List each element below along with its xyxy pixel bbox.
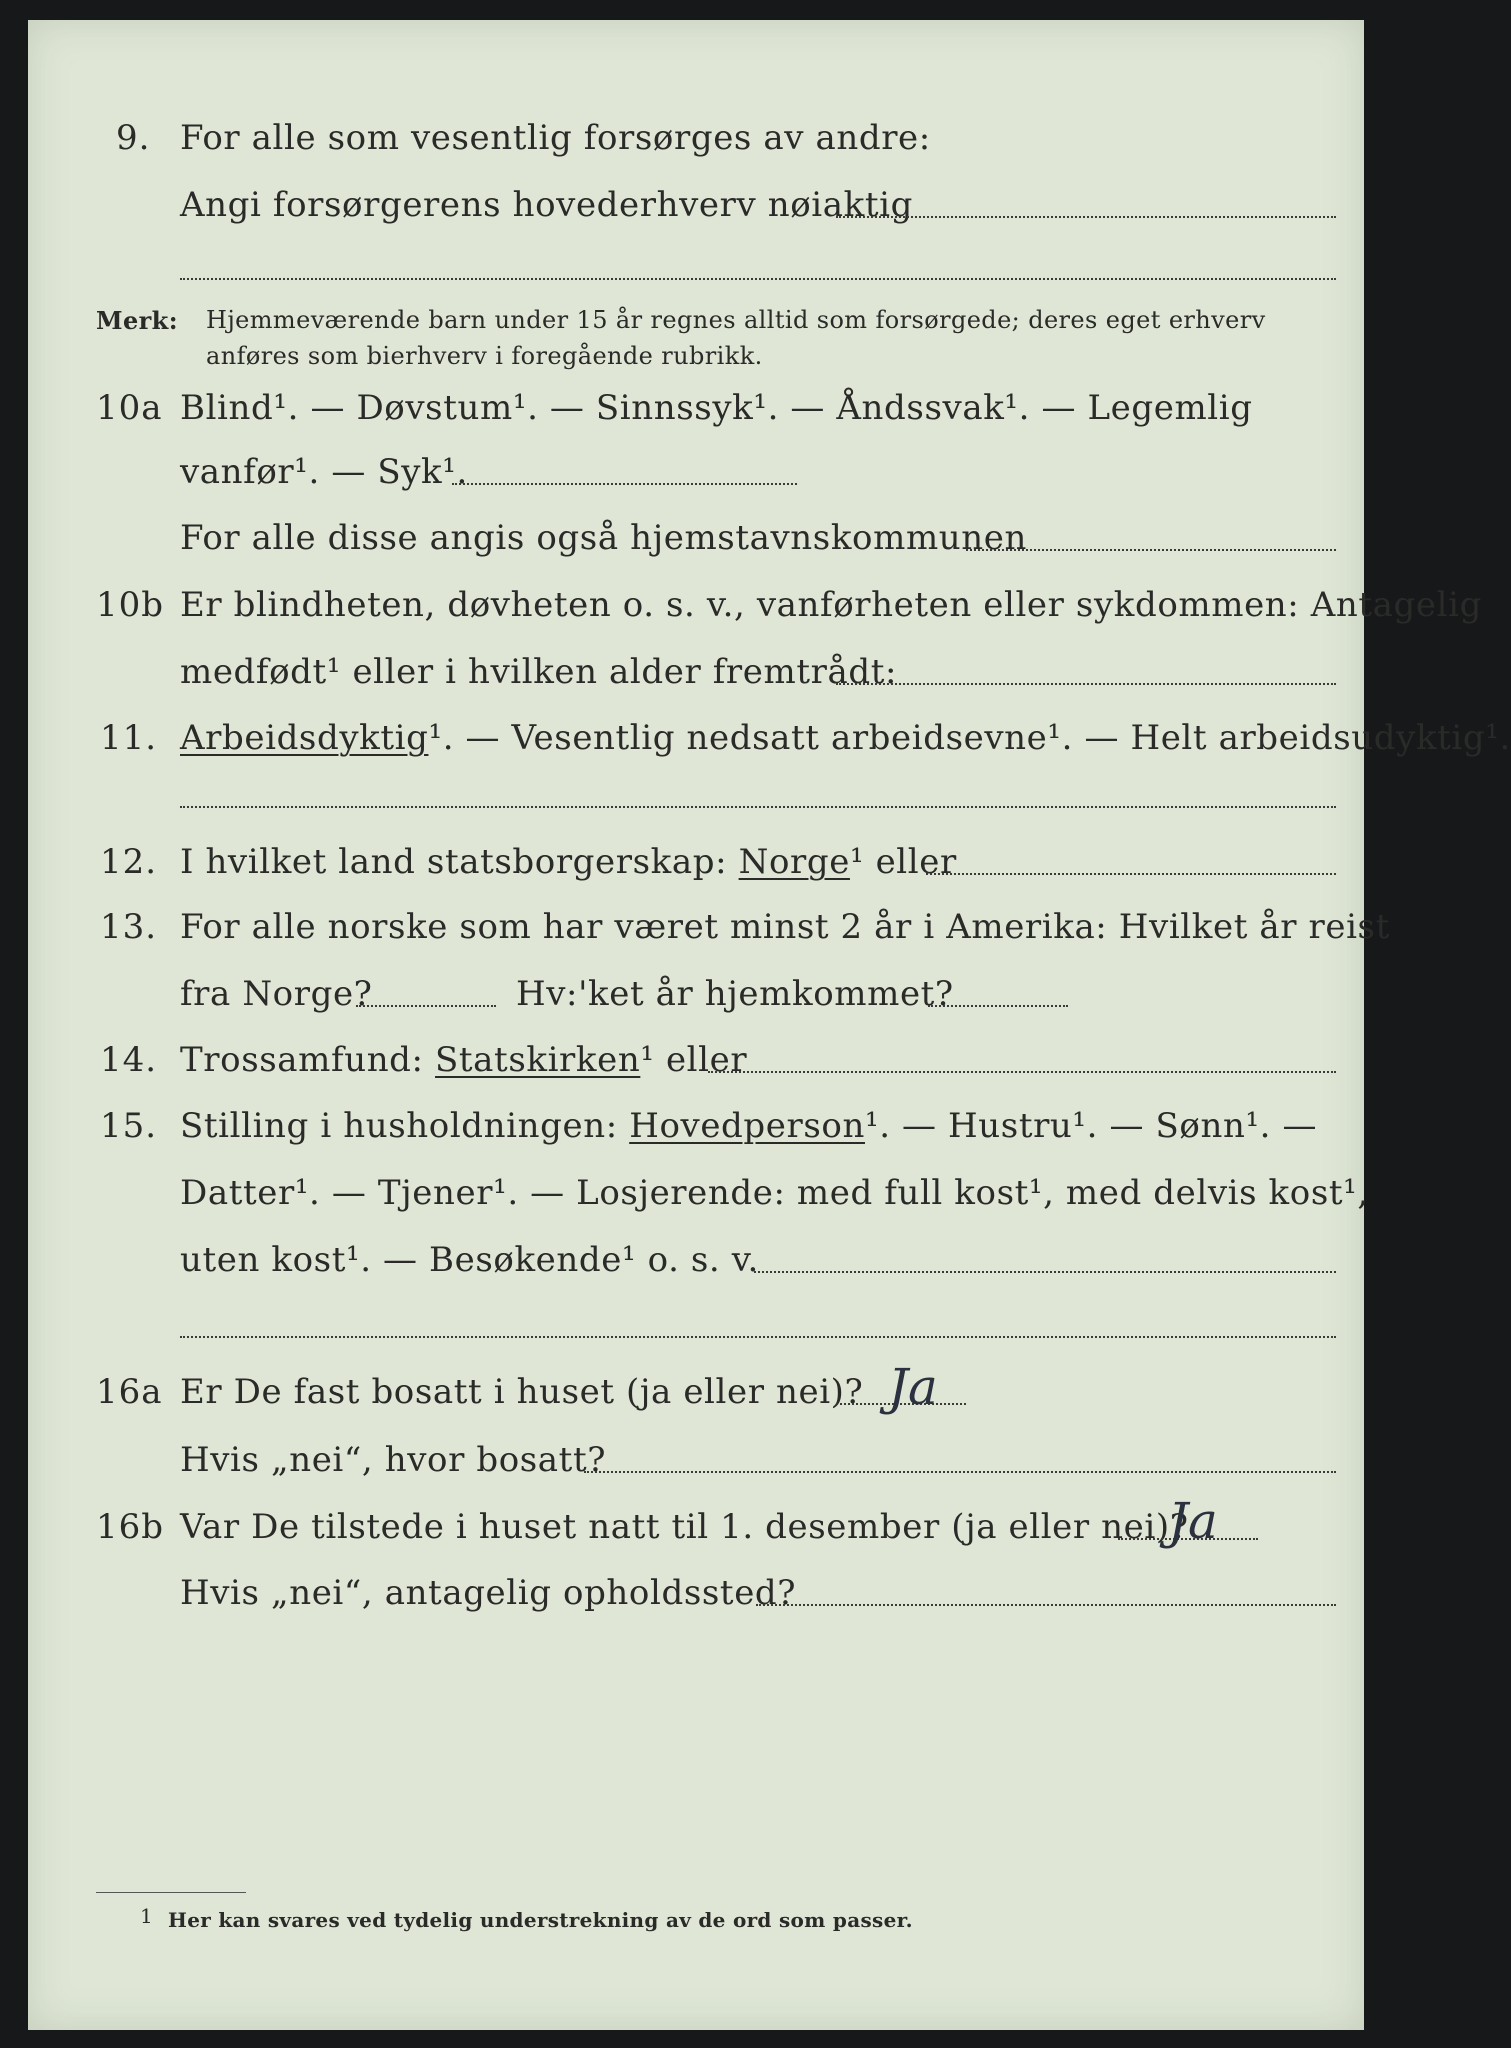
- q14-number: 14.: [100, 1040, 158, 1080]
- q9-answer-line[interactable]: [836, 216, 1336, 218]
- q12-pre: I hvilket land statsborgerskap:: [180, 842, 728, 882]
- q10b-answer-line[interactable]: [836, 683, 1336, 685]
- q15-answer-line-2[interactable]: [180, 1336, 1336, 1338]
- q16b-number: 16b: [96, 1507, 165, 1547]
- q13-hjemkommet-line[interactable]: [928, 1005, 1068, 1007]
- q16a-bosatt-line[interactable]: [584, 1471, 1336, 1473]
- q16b-line1: Var De tilstede i huset natt til 1. desember (ja eller nei)?: [180, 1507, 1189, 1547]
- q13-line1: For alle norske som har været minst 2 år i Amerika: Hvilket år reist: [180, 907, 1390, 947]
- q9-line2: Angi forsørgerens hovederhverv nøiaktig: [180, 185, 913, 225]
- q12-number: 12.: [100, 842, 158, 882]
- q16b-opholdssted-line[interactable]: [756, 1604, 1336, 1606]
- q14-option-statskirken[interactable]: Statskirken: [435, 1040, 641, 1080]
- q13-number: 13.: [100, 907, 158, 947]
- q9-answer-line-2[interactable]: [180, 278, 1336, 280]
- q13-line2a: fra Norge?: [180, 974, 373, 1014]
- q11-rest: ¹. — Vesentlig nedsatt arbeidsevne¹. — Helt arbeidsudyktig¹.: [428, 718, 1511, 758]
- q13-line2b: Hv:'ket år hjemkommet?: [516, 974, 954, 1014]
- q16a-number: 16a: [96, 1372, 163, 1412]
- footnote-rule: [96, 1892, 246, 1893]
- q10b-line2: medfødt¹ eller i hvilken alder fremtrådt:: [180, 652, 898, 692]
- q10a-line1: Blind¹. — Døvstum¹. — Sinnssyk¹. — Åndssvak¹. — Legemlig: [180, 388, 1253, 428]
- merk-line1: Hjemmeværende barn under 15 år regnes alltid som forsørgede; deres eget erhverv: [206, 306, 1266, 334]
- q12-option-norge[interactable]: Norge: [738, 842, 850, 882]
- q11-line: [180, 718, 1511, 758]
- q15-pre: Stilling i husholdningen:: [180, 1106, 618, 1146]
- q11-answer-line[interactable]: [180, 806, 1336, 808]
- q16a-line1: Er De fast bosatt i huset (ja eller nei)?: [180, 1372, 864, 1412]
- q15-number: 15.: [100, 1106, 158, 1146]
- footnote-text: Her kan svares ved tydelig understrekning av de ord som passer.: [168, 1908, 913, 1932]
- q14-line: [180, 1040, 747, 1080]
- q14-answer-line[interactable]: [708, 1071, 1336, 1073]
- q12-answer-line[interactable]: [926, 873, 1336, 875]
- q15-line1: [180, 1106, 1317, 1146]
- q14-pre: Trossamfund:: [180, 1040, 424, 1080]
- q12-post: ¹ eller: [849, 842, 957, 882]
- q14-post: ¹ eller: [640, 1040, 748, 1080]
- census-form-page: [28, 20, 1511, 2030]
- q10a-answer-line[interactable]: [966, 549, 1336, 551]
- q10b-line1: Er blindheten, døvheten o. s. v., vanførheten eller sykdommen: Antagelig: [180, 585, 1482, 625]
- q16b-handwritten-answer: Ja: [1168, 1492, 1218, 1550]
- q11-option-arbeidsdyktig[interactable]: Arbeidsdyktig: [180, 718, 429, 758]
- q10a-line3: For alle disse angis også hjemstavnskommunen: [180, 518, 1027, 558]
- q11-number: 11.: [100, 718, 158, 758]
- q10a-syk-line[interactable]: [452, 483, 797, 485]
- footnote-mark: 1: [140, 1904, 154, 1928]
- q10a-line2: vanfør¹. — Syk¹.: [180, 452, 468, 492]
- q15-line3: uten kost¹. — Besøkende¹ o. s. v.: [180, 1240, 759, 1280]
- merk-line2: anføres som bierhverv i foregående rubrikk.: [206, 342, 763, 370]
- q13-reist-line[interactable]: [356, 1005, 496, 1007]
- q16a-handwritten-answer: Ja: [888, 1358, 938, 1416]
- q12-line: [180, 842, 957, 882]
- q9-line1: For alle som vesentlig forsørges av andre:: [180, 118, 931, 158]
- q16a-line2: Hvis „nei“, hvor bosatt?: [180, 1440, 607, 1480]
- q9-number: 9.: [116, 118, 151, 158]
- q15-option-hovedperson[interactable]: Hovedperson: [629, 1106, 865, 1146]
- q10a-number: 10a: [96, 388, 163, 428]
- q15-line2: Datter¹. — Tjener¹. — Losjerende: med full kost¹, med delvis kost¹,: [180, 1173, 1369, 1213]
- q16b-line2: Hvis „nei“, antagelig opholdssted?: [180, 1573, 797, 1613]
- merk-label: Merk:: [96, 306, 178, 335]
- q15-answer-line[interactable]: [754, 1271, 1336, 1273]
- q15-post: ¹. — Hustru¹. — Sønn¹. —: [864, 1106, 1318, 1146]
- q10b-number: 10b: [96, 585, 165, 625]
